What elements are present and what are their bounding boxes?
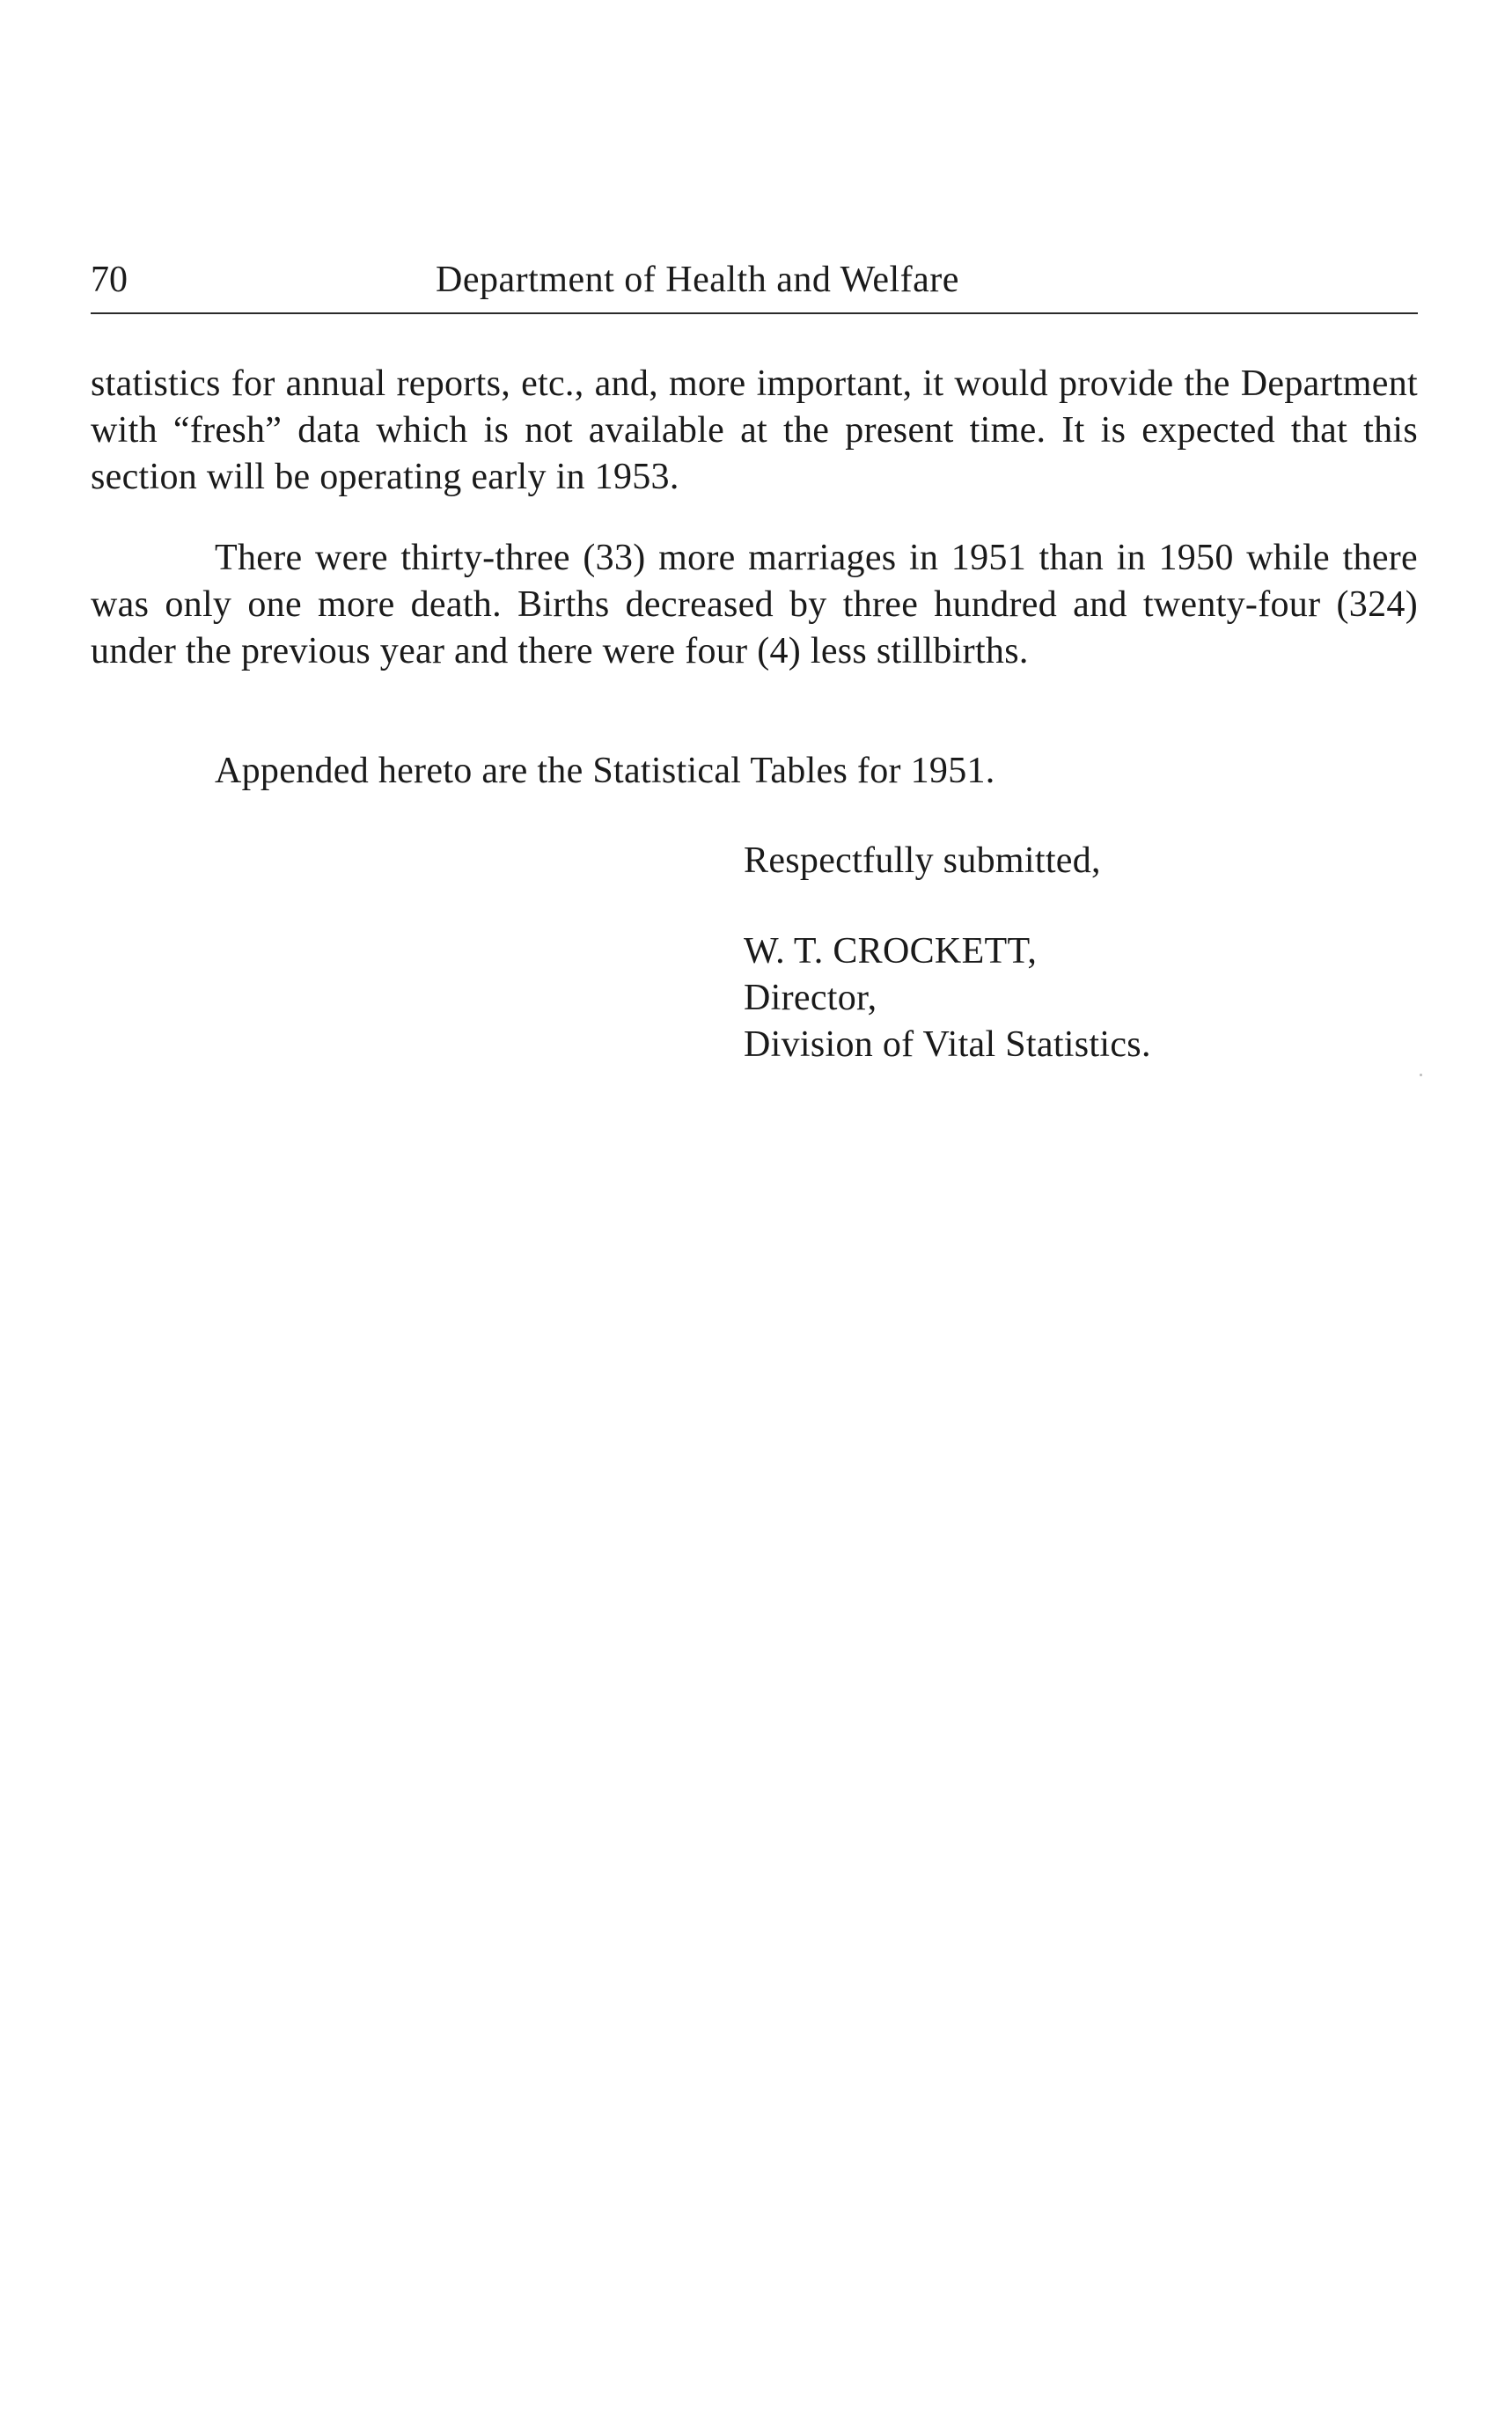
running-head [91, 255, 1418, 304]
page-number: 70 [91, 260, 128, 300]
paragraph-marriages-births: There were thirty-three (33) more marriages in 1951 than in 1950 while there was only one more death. Births decreased by three hundred and twenty-four (324) under the previous year and there were four (4) less stillbirths. [91, 538, 1418, 671]
running-title: Department of Health and Welfare [436, 260, 959, 300]
signature-closing: Respectfully submitted, [744, 840, 1101, 881]
paragraph-statistics-section: statistics for annual reports, etc., and, more important, it would provide the Department with “fresh” data which is not available at the present time. It is expected that this section will be operating early in 1953. [91, 363, 1418, 497]
signature-name: W. T. CROCKETT, [744, 931, 1038, 972]
header-rule [91, 312, 1418, 314]
signature-title: Director, [744, 978, 877, 1018]
signature-division: Division of Vital Statistics. [744, 1024, 1151, 1065]
paragraph-appended-tables: Appended hereto are the Statistical Tables for 1951. [215, 751, 995, 791]
scan-speck [1420, 1074, 1422, 1076]
